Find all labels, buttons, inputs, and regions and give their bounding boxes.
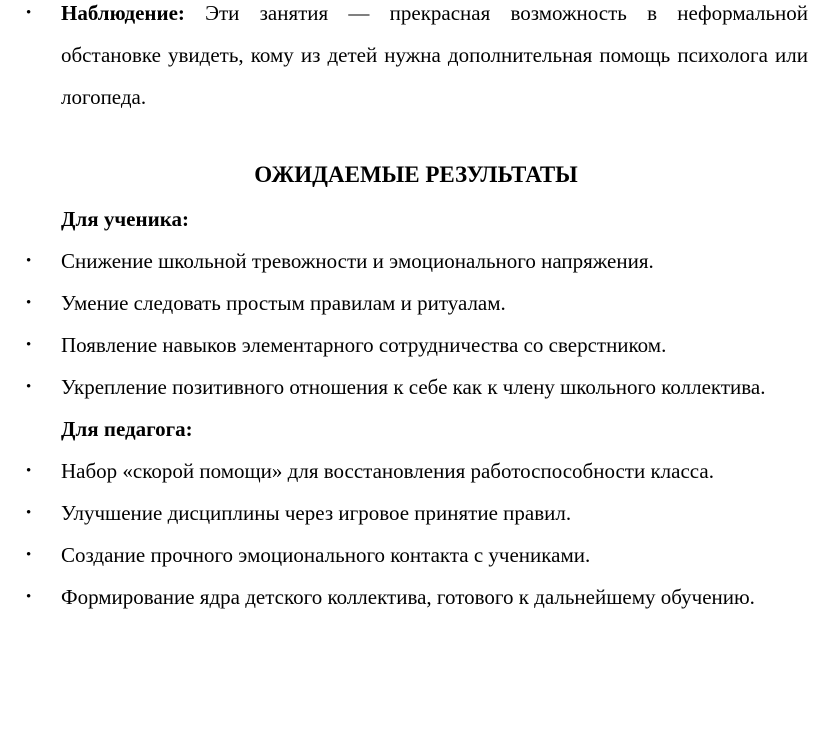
list-item-text: Набор «скорой помощи» для восстановления работоспособности класса. (61, 459, 714, 483)
list-item (26, 282, 808, 324)
bullet-icon: • (26, 505, 32, 521)
list-item-text: Умение следовать простым правилам и ритуалам. (61, 291, 506, 315)
list-item (26, 576, 808, 618)
list-item (26, 492, 808, 534)
bullet-icon: • (26, 463, 32, 479)
bullet-icon: • (26, 253, 32, 269)
list-item-text: Укрепление позитивного отношения к себе как к члену школьного коллектива. (61, 375, 766, 399)
list-item (26, 450, 808, 492)
bullet-icon: • (26, 295, 32, 311)
list-item (26, 324, 808, 366)
list-item (26, 366, 808, 408)
bullet-icon: • (26, 589, 32, 605)
bullet-icon: • (26, 337, 32, 353)
intro-text: Эти занятия — прекрасная возможность в неформальной обстановке увидеть, кому из детей нужна дополнительная помощь психолога или логопеда. (61, 1, 808, 109)
list-item-text: Снижение школьной тревожности и эмоционального напряжения. (61, 249, 654, 273)
bullet-icon: • (26, 547, 32, 563)
section-heading: ОЖИДАЕМЫЕ РЕЗУЛЬТАТЫ (254, 162, 578, 187)
bullet-icon: • (26, 5, 32, 21)
bullet-icon: • (26, 379, 32, 395)
intro-label: Наблюдение: (61, 1, 185, 25)
students-subheading: Для ученика: (61, 207, 189, 231)
intro-paragraph (26, 0, 808, 118)
list-item-text: Формирование ядра детского коллектива, готового к дальнейшему обучению. (61, 585, 755, 609)
list-item-text: Создание прочного эмоционального контакта с учениками. (61, 543, 591, 567)
list-item (26, 240, 808, 282)
list-item-text: Появление навыков элементарного сотрудничества со сверстником. (61, 333, 667, 357)
list-item-text: Улучшение дисциплины через игровое принятие правил. (61, 501, 572, 525)
teacher-subheading: Для педагога: (61, 417, 193, 441)
list-item (26, 534, 808, 576)
